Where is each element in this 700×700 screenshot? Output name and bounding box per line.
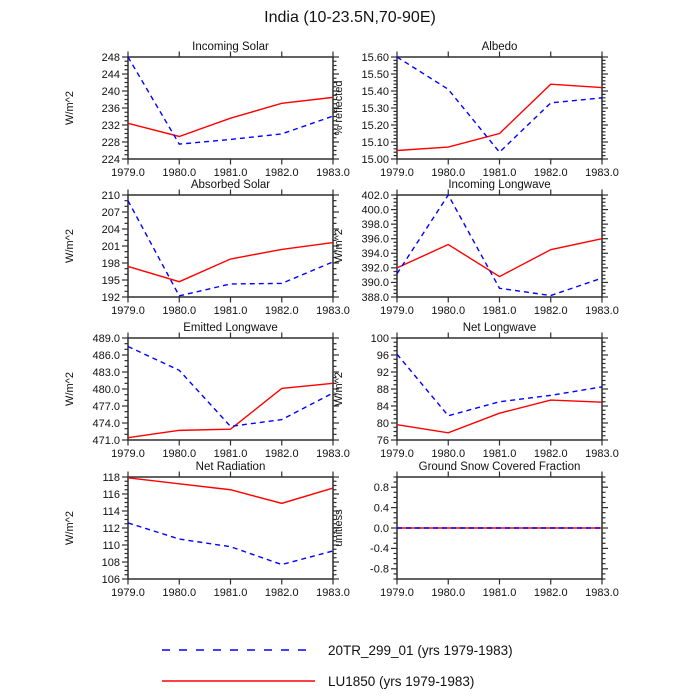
legend-item-20tr — [162, 637, 513, 663]
x-tick-label: 1981.0 — [213, 587, 248, 599]
y-tick-label: 100 — [370, 332, 389, 345]
x-tick-label: 1983.0 — [585, 587, 619, 599]
y-tick-label: 402.0 — [361, 189, 389, 202]
y-axis-label: unitless — [333, 509, 345, 547]
y-tick-label: 0.0 — [373, 522, 389, 535]
series-line-20tr_299_01 — [397, 57, 602, 152]
y-axis-label: % reflected — [333, 80, 345, 136]
legend-label-20tr: 20TR_299_01 (yrs 1979-1983) — [328, 642, 513, 658]
y-tick-label: 112 — [102, 522, 120, 535]
series-line-lu1850 — [128, 243, 333, 282]
x-tick-label: 1979.0 — [380, 167, 414, 179]
y-tick-label: 201 — [101, 240, 120, 253]
x-tick-label: 1979.0 — [380, 305, 414, 317]
x-tick-label: 1981.0 — [213, 448, 248, 460]
y-tick-label: 400.0 — [361, 204, 389, 217]
x-tick-label: 1979.0 — [111, 305, 145, 317]
chart-title: Ground Snow Covered Fraction — [418, 461, 581, 473]
legend-item-lu1850 — [162, 668, 513, 694]
x-tick-label: 1982.0 — [533, 587, 568, 599]
chart-title: Emitted Longwave — [183, 322, 278, 334]
x-tick-label: 1982.0 — [264, 305, 299, 317]
y-tick-label: 96 — [376, 349, 389, 362]
x-tick-label: 1982.0 — [264, 587, 299, 599]
plot-frame — [397, 57, 602, 159]
x-tick-label: 1981.0 — [213, 305, 248, 317]
x-tick-label: 1981.0 — [482, 448, 517, 460]
y-tick-label: 15.40 — [361, 85, 389, 98]
y-tick-label: 0.4 — [373, 502, 389, 515]
plot-frame — [397, 195, 602, 297]
x-tick-label: 1982.0 — [264, 167, 299, 179]
series-line-lu1850 — [128, 478, 333, 504]
chart-title: Incoming Longwave — [448, 179, 551, 191]
y-tick-label: 76 — [376, 434, 389, 447]
x-tick-label: 1983.0 — [585, 448, 619, 460]
y-tick-label: 106 — [101, 573, 120, 586]
y-tick-label: 198 — [101, 257, 120, 270]
plot-frame — [397, 338, 602, 440]
y-tick-label: 0.8 — [373, 482, 389, 494]
x-tick-label: 1981.0 — [482, 305, 517, 317]
y-tick-label: 210 — [101, 189, 120, 202]
y-axis-label: W/m^2 — [64, 511, 76, 545]
y-tick-label: 398.0 — [361, 218, 389, 231]
legend — [162, 637, 513, 699]
y-tick-label: 15.10 — [361, 136, 389, 149]
y-tick-label: 204 — [101, 223, 120, 236]
x-tick-label: 1979.0 — [111, 167, 145, 179]
y-tick-label: 92 — [376, 366, 389, 379]
x-tick-label: 1979.0 — [111, 448, 145, 460]
x-tick-label: 1980.0 — [431, 167, 466, 179]
series-line-lu1850 — [128, 383, 333, 437]
x-tick-label: 1980.0 — [431, 448, 466, 460]
y-tick-label: 396.0 — [361, 233, 389, 246]
y-tick-label: 116 — [102, 488, 120, 501]
chart-ground-snow-covered-fraction — [329, 455, 629, 607]
chart-title: Absorbed Solar — [190, 179, 271, 191]
y-tick-label: 248 — [101, 51, 120, 64]
y-axis-label: W/m^2 — [64, 372, 76, 406]
y-tick-label: 80 — [376, 417, 389, 430]
chart-incoming-longwave — [329, 173, 629, 325]
x-tick-label: 1981.0 — [482, 167, 517, 179]
x-tick-label: 1980.0 — [162, 305, 197, 317]
dashed-line-icon — [162, 647, 315, 653]
x-tick-label: 1983.0 — [316, 305, 350, 317]
chart-absorbed-solar — [60, 173, 360, 325]
plot-frame — [128, 477, 333, 579]
x-tick-label: 1982.0 — [533, 305, 568, 317]
chart-title: Albedo — [481, 41, 518, 53]
y-tick-label: 244 — [101, 68, 120, 81]
x-tick-label: 1979.0 — [380, 587, 414, 599]
series-line-lu1850 — [397, 239, 602, 277]
x-tick-label: 1983.0 — [585, 305, 619, 317]
series-line-lu1850 — [397, 400, 602, 433]
x-tick-label: 1982.0 — [264, 448, 299, 460]
y-tick-label: 207 — [101, 206, 120, 219]
chart-incoming-solar — [60, 35, 360, 187]
page-title: India (10-23.5N,70-90E) — [264, 9, 436, 26]
chart-net-radiation — [60, 455, 360, 607]
x-tick-label: 1983.0 — [316, 587, 350, 599]
series-line-20tr_299_01 — [128, 201, 333, 296]
x-tick-label: 1980.0 — [162, 448, 197, 460]
y-tick-label: 236 — [101, 102, 120, 115]
y-tick-label: 88 — [376, 383, 389, 396]
chart-net-longwave — [329, 316, 629, 468]
y-tick-label: 477.0 — [92, 400, 120, 413]
y-tick-label: 15.00 — [361, 153, 389, 166]
x-tick-label: 1980.0 — [162, 587, 197, 599]
x-tick-label: 1982.0 — [533, 448, 568, 460]
y-tick-label: 486.0 — [92, 349, 120, 362]
x-tick-label: 1981.0 — [482, 587, 517, 599]
y-tick-label: 15.60 — [361, 51, 389, 64]
y-tick-label: 240 — [101, 85, 120, 98]
x-tick-label: 1980.0 — [431, 305, 466, 317]
y-tick-label: 232 — [101, 119, 120, 132]
chart-title: Net Longwave — [462, 322, 537, 334]
plot-frame — [128, 57, 333, 159]
x-tick-label: 1979.0 — [380, 448, 414, 460]
y-tick-label: 480.0 — [92, 383, 120, 396]
y-tick-label: 110 — [102, 539, 120, 552]
x-tick-label: 1983.0 — [316, 448, 350, 460]
y-tick-label: 195 — [101, 274, 120, 287]
y-tick-label: 483.0 — [92, 366, 120, 379]
series-line-20tr_299_01 — [128, 523, 333, 565]
y-axis-label: W/m^2 — [333, 372, 345, 406]
series-line-lu1850 — [128, 97, 333, 136]
y-tick-label: 388.0 — [361, 291, 389, 304]
y-tick-label: -0.4 — [370, 543, 389, 556]
y-tick-label: -0.8 — [370, 563, 389, 576]
y-axis-label: W/m^2 — [64, 229, 76, 263]
y-tick-label: 489.0 — [92, 332, 120, 345]
legend-label-lu1850: LU1850 (yrs 1979-1983) — [328, 673, 475, 689]
x-tick-label: 1982.0 — [533, 167, 568, 179]
y-tick-label: 15.50 — [361, 68, 389, 81]
y-tick-label: 118 — [102, 471, 120, 484]
chart-title: Net Radiation — [195, 461, 266, 473]
x-tick-label: 1981.0 — [213, 167, 248, 179]
chart-emitted-longwave — [60, 316, 360, 468]
y-tick-label: 390.0 — [361, 277, 389, 290]
y-tick-label: 84 — [376, 400, 389, 413]
y-tick-label: 108 — [101, 556, 120, 569]
plot-frame — [128, 338, 333, 440]
x-tick-label: 1979.0 — [111, 587, 145, 599]
chart-title: Incoming Solar — [192, 41, 269, 53]
y-tick-label: 15.20 — [361, 119, 389, 132]
x-tick-label: 1983.0 — [585, 167, 619, 179]
x-tick-label: 1980.0 — [431, 587, 466, 599]
y-tick-label: 394.0 — [361, 248, 389, 261]
series-line-lu1850 — [397, 84, 602, 150]
y-tick-label: 474.0 — [92, 417, 120, 430]
y-axis-label: W/m^2 — [64, 91, 76, 125]
series-line-20tr_299_01 — [397, 354, 602, 416]
x-tick-label: 1980.0 — [162, 167, 197, 179]
y-tick-label: 114 — [102, 505, 120, 518]
chart-albedo — [329, 35, 629, 187]
y-tick-label: 224 — [101, 153, 120, 166]
y-tick-label: 15.30 — [361, 102, 389, 115]
y-tick-label: 192 — [101, 291, 120, 304]
x-tick-label: 1983.0 — [316, 167, 350, 179]
y-tick-label: 471.0 — [92, 434, 120, 447]
y-axis-label: W/m^2 — [333, 229, 345, 263]
solid-line-icon — [162, 678, 315, 684]
y-tick-label: 228 — [101, 136, 120, 149]
y-tick-label: 392.0 — [361, 262, 389, 275]
